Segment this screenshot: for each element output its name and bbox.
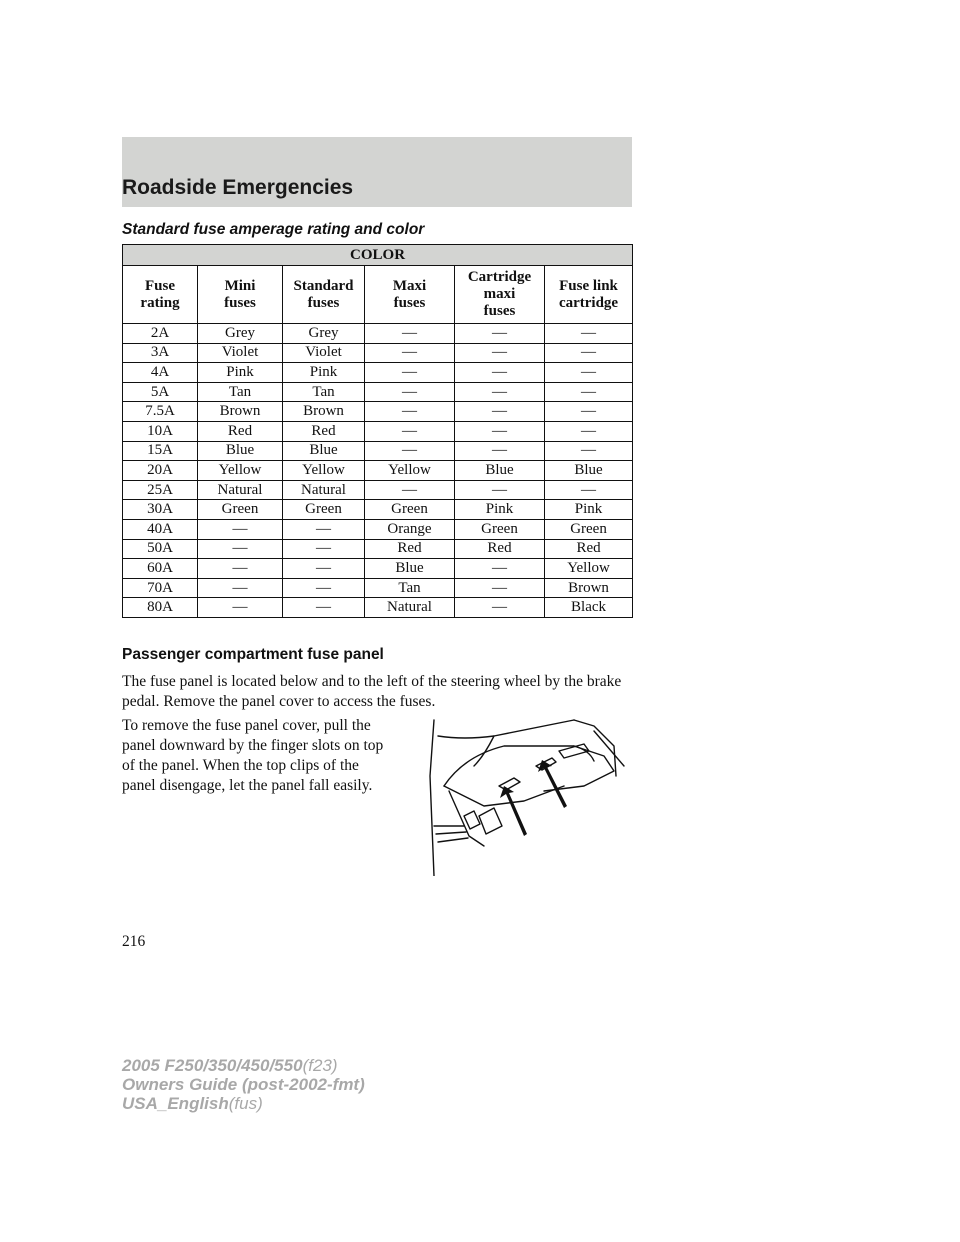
table-cell: 2A (123, 324, 198, 344)
footer-language-code: (fus) (228, 1094, 263, 1113)
table-cell: Pink (545, 500, 633, 520)
column-header: Cartridge maxi fuses (455, 266, 545, 324)
column-header: Maxi fuses (365, 266, 455, 324)
table-cell: — (365, 402, 455, 422)
table-row (123, 539, 633, 559)
table-cell: 5A (123, 382, 198, 402)
table-row (123, 363, 633, 383)
page-number: 216 (122, 933, 146, 950)
table-cell: — (365, 363, 455, 383)
table-cell: — (455, 402, 545, 422)
table-row (123, 441, 633, 461)
table-cell: Blue (545, 461, 633, 481)
table-row (123, 324, 633, 344)
table-row (123, 578, 633, 598)
document-footer (122, 1056, 365, 1113)
table-cell: Red (365, 539, 455, 559)
footer-model-code: (f23) (302, 1056, 338, 1075)
table-cell: 70A (123, 578, 198, 598)
table-cell: — (455, 441, 545, 461)
table-cell: — (455, 343, 545, 363)
table-cell: — (198, 559, 283, 579)
table-cell: Green (365, 500, 455, 520)
table-cell: — (198, 598, 283, 618)
table-cell: — (198, 519, 283, 539)
table-cell: — (365, 421, 455, 441)
table-cell: Blue (283, 441, 365, 461)
page-header-title: Roadside Emergencies (122, 176, 354, 199)
table-row (123, 559, 633, 579)
column-header: Fuse rating (123, 266, 198, 324)
table-row (123, 598, 633, 618)
table-cell: — (283, 598, 365, 618)
paragraph-removal: To remove the fuse panel cover, pull the panel downward by the finger slots on top of the panel. When the top clips of the panel disengage, let the panel fall easily. (122, 717, 384, 794)
table-row (123, 500, 633, 520)
table-group-header: COLOR (123, 245, 633, 266)
table-cell: — (455, 598, 545, 618)
table-cell: Brown (283, 402, 365, 422)
table-cell: 30A (123, 500, 198, 520)
table-cell: — (365, 343, 455, 363)
table-cell: Yellow (365, 461, 455, 481)
sub-heading: Passenger compartment fuse panel (122, 646, 384, 663)
table-cell: — (283, 539, 365, 559)
table-cell: Violet (198, 343, 283, 363)
table-cell: Brown (198, 402, 283, 422)
table-cell: Pink (283, 363, 365, 383)
table-row (123, 382, 633, 402)
table-cell: 3A (123, 343, 198, 363)
table-cell: Yellow (198, 461, 283, 481)
table-cell: 10A (123, 421, 198, 441)
table-cell: — (198, 539, 283, 559)
table-cell: — (365, 480, 455, 500)
column-header: Fuse link cartridge (545, 266, 633, 324)
table-cell: — (545, 324, 633, 344)
table-cell: — (455, 578, 545, 598)
footer-line-2: Owners Guide (post-2002-fmt) (122, 1075, 365, 1094)
table-cell: — (545, 441, 633, 461)
table-cell: — (365, 382, 455, 402)
table-cell: — (455, 363, 545, 383)
table-cell: — (545, 421, 633, 441)
table-cell: Natural (365, 598, 455, 618)
table-cell: 80A (123, 598, 198, 618)
table-cell: — (545, 363, 633, 383)
footer-model: 2005 F250/350/450/550 (122, 1056, 303, 1075)
table-cell: 20A (123, 461, 198, 481)
footer-language: USA_English (122, 1094, 229, 1113)
table-cell: Orange (365, 519, 455, 539)
table-cell: Red (455, 539, 545, 559)
table-cell: Green (545, 519, 633, 539)
table-cell: Tan (283, 382, 365, 402)
table-cell: — (283, 559, 365, 579)
table-cell: Tan (198, 382, 283, 402)
table-cell: — (455, 421, 545, 441)
table-row (123, 343, 633, 363)
footer-line-1 (122, 1056, 365, 1075)
table-cell: 4A (123, 363, 198, 383)
table-cell: — (455, 480, 545, 500)
table-cell: Violet (283, 343, 365, 363)
table-cell: — (545, 382, 633, 402)
table-cell: Yellow (545, 559, 633, 579)
table-cell: — (365, 441, 455, 461)
table-cell: Tan (365, 578, 455, 598)
table-cell: — (455, 382, 545, 402)
paragraph-location: The fuse panel is located below and to the left of the steering wheel by the brake pedal. Remove the panel cover to access the fuses. (122, 673, 622, 710)
table-row (123, 402, 633, 422)
table-cell: 40A (123, 519, 198, 539)
table-cell: — (283, 519, 365, 539)
table-cell: 60A (123, 559, 198, 579)
table-cell: Grey (283, 324, 365, 344)
table-row (123, 461, 633, 481)
table-cell: Natural (198, 480, 283, 500)
table-cell: Natural (283, 480, 365, 500)
table-cell: Blue (365, 559, 455, 579)
footer-line-3 (122, 1094, 365, 1113)
table-cell: Pink (455, 500, 545, 520)
column-header: Standard fuses (283, 266, 365, 324)
table-cell: — (545, 480, 633, 500)
table-cell: — (545, 343, 633, 363)
table-cell: — (365, 324, 455, 344)
table-row (123, 421, 633, 441)
table-cell: — (198, 578, 283, 598)
table-cell: — (455, 324, 545, 344)
table-cell: Red (545, 539, 633, 559)
table-cell: — (283, 578, 365, 598)
table-cell: Green (283, 500, 365, 520)
table-cell: Pink (198, 363, 283, 383)
table-cell: — (455, 559, 545, 579)
column-header: Mini fuses (198, 266, 283, 324)
table-row (123, 519, 633, 539)
fuse-color-table (122, 244, 633, 618)
table-cell: 15A (123, 441, 198, 461)
table-cell: Red (198, 421, 283, 441)
table-cell: Blue (455, 461, 545, 481)
table-cell: 7.5A (123, 402, 198, 422)
table-cell: Green (455, 519, 545, 539)
table-cell: — (545, 402, 633, 422)
table-cell: Blue (198, 441, 283, 461)
fuse-panel-illustration (424, 716, 634, 876)
table-cell: 25A (123, 480, 198, 500)
section-heading: Standard fuse amperage rating and color (122, 221, 425, 238)
table-cell: Red (283, 421, 365, 441)
table-cell: 50A (123, 539, 198, 559)
table-cell: Brown (545, 578, 633, 598)
table-cell: Grey (198, 324, 283, 344)
table-cell: Green (198, 500, 283, 520)
table-cell: Yellow (283, 461, 365, 481)
table-row (123, 480, 633, 500)
table-cell: Black (545, 598, 633, 618)
